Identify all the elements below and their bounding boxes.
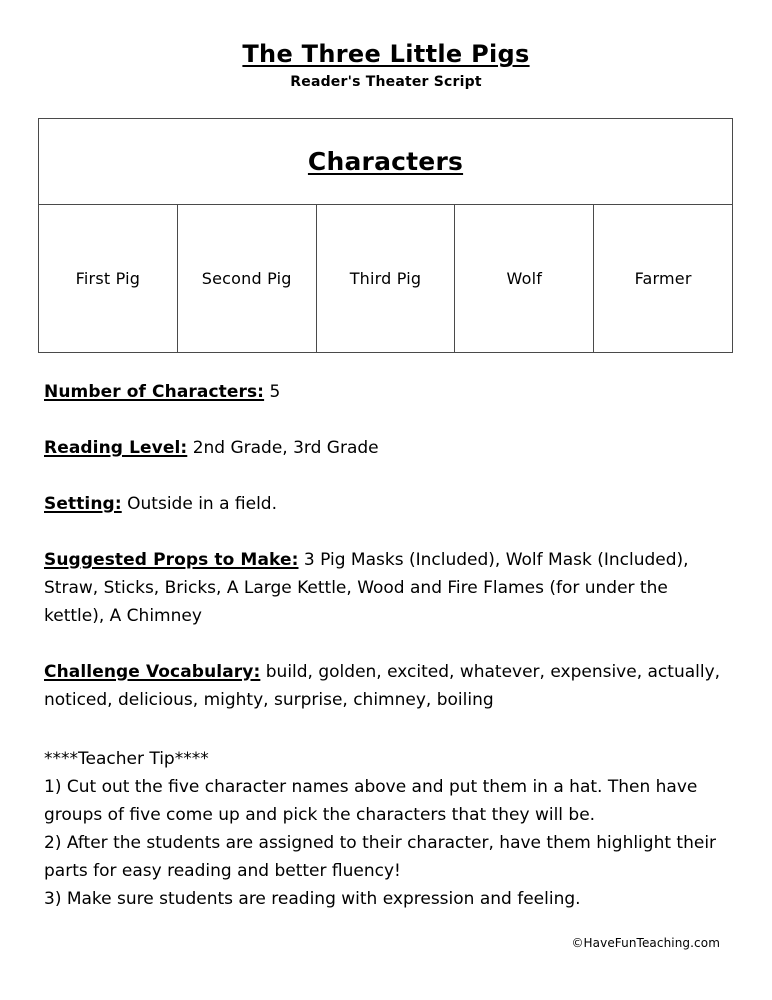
teacher-tip-item: 2) After the students are assigned to their character, have them highlight their parts for easy reading and better fluency! — [44, 833, 717, 881]
page-subtitle: Reader's Theater Script — [290, 74, 482, 90]
detail-value: Outside in a field. — [127, 494, 278, 514]
characters-table — [38, 118, 733, 353]
character-cell-second-pig — [178, 205, 317, 352]
detail-label: Suggested Props to Make: — [44, 550, 299, 570]
footer-credit: ©HaveFunTeaching.com — [571, 936, 720, 950]
detail-number-of-characters — [44, 378, 732, 406]
character-name-label: Wolf — [506, 269, 543, 288]
detail-label: Setting: — [44, 494, 122, 514]
character-name-label: Third Pig — [349, 269, 422, 288]
detail-label: Number of Characters: — [44, 382, 265, 402]
detail-value: 3 Pig Masks (Included), Wolf Mask (Included), Straw, Sticks, Bricks, A Large Kettle, Wood and Fire Flames (for under the kettle), A Chimney — [44, 550, 689, 626]
character-cell-farmer — [594, 205, 732, 352]
characters-table-header-label: Characters — [307, 147, 464, 176]
character-name-label: First Pig — [75, 269, 141, 288]
teacher-tip-item: 3) Make sure students are reading with expression and feeling. — [44, 889, 581, 909]
script-details — [44, 378, 732, 714]
detail-value: build, golden, excited, whatever, expensive, actually, noticed, delicious, mighty, surprise, chimney, boiling — [44, 662, 721, 710]
detail-label: Challenge Vocabulary: — [44, 662, 261, 682]
detail-label: Reading Level: — [44, 438, 188, 458]
detail-setting — [44, 490, 732, 518]
character-cell-first-pig — [39, 205, 178, 352]
detail-value: 5 — [269, 382, 281, 402]
character-cell-third-pig — [317, 205, 456, 352]
characters-table-row — [39, 205, 732, 352]
detail-challenge-vocabulary — [44, 658, 732, 714]
characters-table-header — [39, 119, 732, 205]
teacher-tip-section — [44, 745, 736, 913]
detail-reading-level — [44, 434, 732, 462]
teacher-tip-item: 1) Cut out the five character names above and put them in a hat. Then have groups of five come up and pick the characters that they will be. — [44, 777, 698, 825]
character-name-label: Farmer — [634, 269, 692, 288]
character-name-label: Second Pig — [201, 269, 292, 288]
page-title: The Three Little Pigs — [242, 40, 530, 68]
document-header — [0, 40, 772, 91]
teacher-tip-heading: ****Teacher Tip**** — [44, 749, 209, 769]
character-cell-wolf — [455, 205, 594, 352]
detail-value: 2nd Grade, 3rd Grade — [192, 438, 379, 458]
detail-suggested-props — [44, 546, 732, 630]
